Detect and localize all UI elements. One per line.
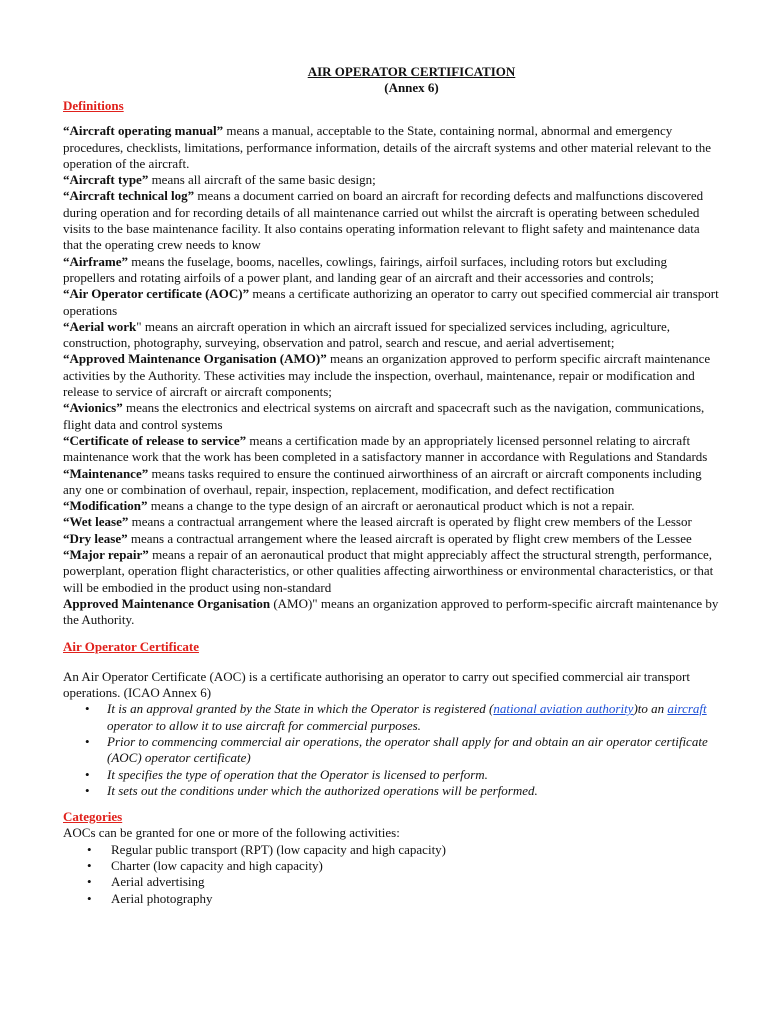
definition-term: Approved Maintenance Organisation — [63, 595, 271, 611]
definition-text: means the fuselage, booms, nacelles, cowlings, fairings, airfoil surfaces, including rotors but excluding propellers and rotating airfoils of a power plant, and landing gear of an aircraft and their accessories and controls; — [63, 253, 667, 285]
definition-item — [63, 596, 720, 629]
heading-air-operator-certificate: Air Operator Certificate — [63, 638, 199, 654]
bullet-text: It is an approval granted by the State in which the Operator is registered ( — [107, 701, 494, 717]
definition-term: “Avionics” — [63, 400, 123, 416]
list-item: • It sets out the conditions under which the authorized operations will be performed. — [85, 783, 720, 799]
definition-item — [63, 286, 720, 319]
definition-item — [63, 254, 720, 287]
definition-item — [63, 531, 720, 547]
definition-term: “Aerial work — [63, 318, 137, 334]
list-item: • Prior to commencing commercial air operations, the operator shall apply for and obtain an air operator certificate (AOC) operator certificate) — [85, 734, 720, 767]
definition-item — [63, 123, 720, 172]
definition-term: “Aircraft technical log” — [63, 188, 195, 204]
definition-term: “Aircraft operating manual” — [63, 123, 224, 139]
definition-term: “Dry lease” — [63, 530, 128, 546]
definition-item — [63, 466, 720, 499]
document-title — [103, 64, 720, 96]
definition-term: “Airframe” — [63, 253, 128, 269]
categories-list — [63, 842, 720, 907]
definitions-list — [63, 123, 720, 628]
definition-text: " means an aircraft operation in which an aircraft issued for specialized services including, agriculture, construction, photography, surveying, observation and patrol, search and rescue, and aerial advertisement; — [63, 318, 671, 351]
definition-text: (AMO)" means an organization approved to perform-specific aircraft maintenance by the Authority. — [63, 595, 719, 628]
definition-term: “Approved Maintenance Organisation (AMO)” — [63, 351, 327, 367]
definition-item — [63, 400, 720, 433]
title-sub: (Annex 6) — [384, 80, 439, 95]
definition-item — [63, 514, 720, 530]
definition-text: means an organization approved to perform specific aircraft maintenance activities by the Authority. These activities may include the inspection, overhaul, maintenance, repair or modification and release to service of aircraft or aircraft components; — [63, 351, 711, 400]
definition-text: means a contractual arrangement where the leased aircraft is operated by flight crew members of the Lessor — [128, 514, 692, 530]
heading-categories: Categories — [63, 809, 123, 825]
aoc-bullet-list — [63, 701, 720, 799]
definition-text: means a repair of an aeronautical product that might appreciably affect the structural strength, performance, powerplant, operation flight characteristics, or other qualities affecting airworthiness or environmental characteristics, or that will be embodied in the product using non-standard — [63, 547, 714, 595]
definition-item — [63, 188, 720, 253]
definition-text: means a contractual arrangement where the leased aircraft is operated by flight crew members of the Lessee — [127, 530, 692, 546]
list-item: • Regular public transport (RPT) (low capacity and high capacity) — [87, 842, 720, 858]
definition-text: means tasks required to ensure the continued airworthiness of an aircraft or aircraft components including any one or combination of overhaul, repair, inspection, replacement, modification, and defect rectification — [63, 465, 702, 497]
aircraft-link[interactable]: aircraft — [667, 701, 707, 717]
bullet-text: operator to allow it to use aircraft for commercial purposes. — [107, 717, 421, 733]
definition-text: means a certification made by an appropriately licensed personnel relating to aircraft maintenance work that the work has been completed in a satisfactory manner in accordance with Regulations and Standards — [63, 432, 708, 465]
aoc-intro: An Air Operator Certificate (AOC) is a certificate authorising an operator to carry out specified commercial air transport operations. (ICAO Annex 6) — [63, 668, 691, 701]
definition-term: “Aircraft type” — [63, 172, 149, 188]
definition-text: means a document carried on board an aircraft for recording defects and malfunctions discovered during operation and for recording details of all maintenance carried out whilst the aircraft is operating between scheduled visits to the base maintenance facility. It also contains operating information relevant to flight safety and maintenance data that the operating crew needs to know — [63, 188, 704, 253]
list-item: • It specifies the type of operation that the Operator is licensed to perform. — [85, 767, 720, 783]
heading-definitions: Definitions — [63, 98, 124, 113]
definition-text: means all aircraft of the same basic design; — [148, 172, 376, 188]
definition-text: means the electronics and electrical systems on aircraft and spacecraft such as the navigation, communications, flight data and control systems — [63, 400, 705, 432]
definition-item — [63, 547, 720, 596]
definition-item — [63, 351, 720, 400]
definition-term: “Air Operator certificate (AOC)” — [63, 286, 250, 302]
list-item: • Aerial advertising — [87, 874, 720, 890]
definition-term: “Wet lease” — [63, 514, 129, 530]
definition-item — [63, 172, 720, 188]
list-item: • Charter (low capacity and high capacity) — [87, 858, 720, 874]
bullet-text: )to an — [633, 701, 668, 717]
definition-term: “Major repair” — [63, 547, 149, 563]
definition-text: means a manual, acceptable to the State, containing normal, abnormal and emergency procedures, checklists, limitations, performance information, details of the aircraft systems and other material relevant to the operation of the aircraft. — [63, 123, 711, 171]
list-item — [85, 701, 720, 734]
definition-item — [63, 498, 720, 514]
title-main: AIR OPERATOR CERTIFICATION — [307, 64, 516, 79]
definition-term: “Maintenance” — [63, 465, 149, 481]
definition-item — [63, 319, 720, 352]
categories-intro: AOCs can be granted for one or more of the following activities: — [63, 825, 400, 841]
definition-term: “Modification” — [63, 498, 148, 514]
national-aviation-authority-link[interactable]: national aviation authority — [493, 701, 634, 717]
definition-text: means a certificate authorizing an operator to carry out specified commercial air transport operations — [63, 286, 719, 318]
list-item: • Aerial photography — [87, 891, 720, 907]
definition-text: means a change to the type design of an aircraft or aeronautical product which is not a repair. — [147, 498, 635, 514]
definition-term: “Certificate of release to service” — [63, 432, 247, 448]
definition-item — [63, 433, 720, 466]
